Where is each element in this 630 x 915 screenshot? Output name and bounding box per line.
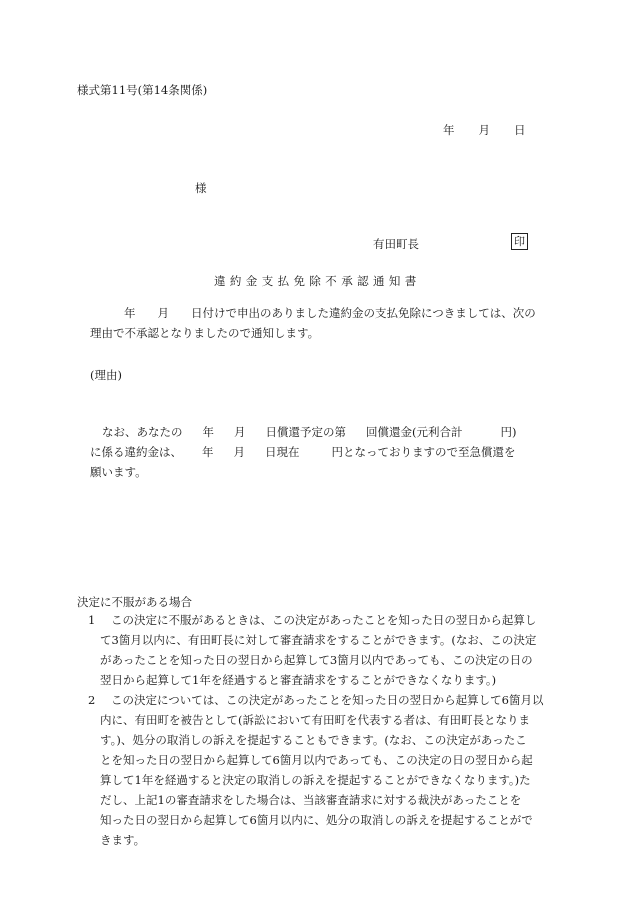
document-title: 違約金支払免除不承認通知書: [214, 274, 421, 288]
appeal-item-number: 1: [88, 613, 96, 627]
issue-date: [443, 122, 526, 138]
appeal-item-number: 2: [88, 693, 96, 707]
appeal-item-1: 1 この決定に不服があるときは、この決定があったことを知った日の翌日から起算し て3箇月以内に、有田町長に対して審査請求をすることができます。(なお、この決定 があったことを知った日の翌日から起算して3箇月以内であっても、この決定の日の 翌日から起算して1年を経過すると審査請求をすることができなくなります。): [77, 610, 557, 690]
appeal-list: [77, 610, 557, 850]
date-day-label: 日: [514, 123, 526, 137]
repayment-line-3: 願います。: [90, 465, 147, 479]
date-year-label: 年: [443, 123, 455, 137]
issuer-name: 有田町長: [373, 237, 419, 251]
appeal-heading: 決定に不服がある場合: [77, 595, 192, 609]
notice-paragraph: [90, 303, 536, 343]
repayment-line-2: に係る違約金は、 年 月 日現在 円となっておりますので至急償還を: [90, 445, 516, 459]
appeal-item-2: 2 この決定については、この決定があったことを知った日の翌日から起算して6箇月以 内に、有田町を被告として(訴訟において有田町を代表する者は、有田町長となりま す。)、処分の取消しの訴えを提起することもできます。(なお、この決定があったこ とを知った日の翌日から起算して6箇月以内であっても、この決定の日の翌日から起 算して1年を経過すると決定の取消しの訴えを提起することができなくなります。)た だし、上記1の審査請求をした場合は、当該審査請求に対する裁決があったことを 知った日の翌日から起算して6箇月以内に、処分の取消しの訴えを提起することがで きます。: [77, 690, 557, 850]
repayment-line-1: なお、あなたの 年 月 日償還予定の第 回償還金(元利合計 円): [102, 425, 517, 439]
seal-box: 印: [511, 233, 528, 250]
notice-line-1: 年 月 日付けで申出のありました違約金の支払免除につきましては、次の: [124, 306, 536, 320]
addressee-honorific: 様: [195, 181, 207, 195]
date-month-label: 月: [478, 123, 490, 137]
form-number: 様式第11号(第14条関係): [77, 83, 208, 97]
repayment-paragraph: [90, 422, 517, 482]
reason-label: (理由): [90, 368, 122, 382]
notice-line-2: 理由で不承認となりましたので通知します。: [90, 326, 320, 340]
